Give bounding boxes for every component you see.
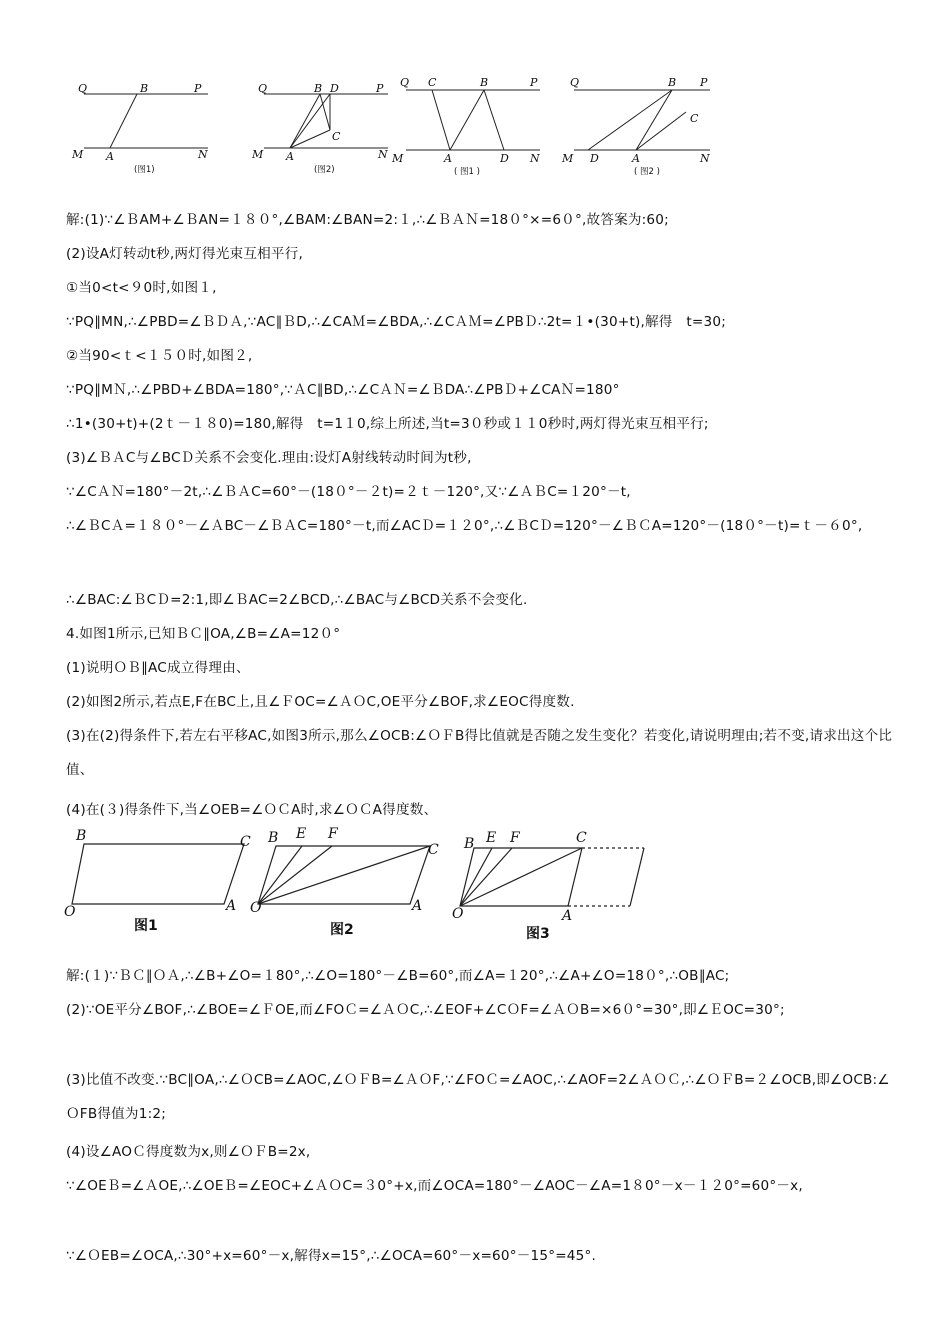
text-line-2: (2)设A灯转动t秒,两灯得光束互相平行, xyxy=(66,246,304,262)
label-d: D xyxy=(590,152,599,165)
label-c: C xyxy=(240,834,251,850)
text-line-12: 4.如图1所示,已知ＢＣ∥OA,∠B=∠A=12０° xyxy=(66,626,341,642)
text-line-1: 解:(1)∵∠ＢAM+∠ＢAN=１８０°,∠BAM:∠BAN=2:１,∴∠ＢＡＮ=18０°×=6０°,故答案为:60; xyxy=(66,212,669,228)
figure-mid-1 xyxy=(62,826,252,941)
label-q: Q xyxy=(258,82,268,95)
label-b: B xyxy=(314,82,323,95)
label-c: C xyxy=(690,112,699,125)
figure-caption: ( 图1 ) xyxy=(454,167,480,177)
label-n: N xyxy=(198,148,208,161)
figure-caption: 图2 xyxy=(330,922,354,938)
label-f: F xyxy=(510,830,520,846)
label-m: M xyxy=(72,148,84,161)
label-f: F xyxy=(328,826,338,842)
label-e: E xyxy=(296,826,307,842)
text-line-16: (4)在(３)得条件下,当∠OEB=∠ＯＣA时,求∠ＯＣA得度数、 xyxy=(66,802,438,818)
text-line-4: ∵PQ∥MN,∴∠PBD=∠ＢＤＡ,∵AC∥ＢD,∴∠CAＭ=∠BDA,∴∠CＡＭ=∠PBＤ∴2t=１•(30+t),解得 t=30; xyxy=(66,314,726,330)
segment-ab xyxy=(110,94,137,148)
label-c: C xyxy=(576,830,587,846)
label-p: P xyxy=(700,76,708,89)
label-c: C xyxy=(428,842,439,858)
label-o: O xyxy=(64,904,76,920)
text-line-5: ②当90<ｔ<１５０时,如图２, xyxy=(66,348,253,364)
label-a: A xyxy=(412,898,423,914)
label-q: Q xyxy=(400,76,410,89)
label-q: Q xyxy=(78,82,88,95)
label-q: Q xyxy=(570,76,580,89)
label-b: B xyxy=(668,76,677,89)
label-a: A xyxy=(444,152,452,165)
label-p: P xyxy=(376,82,384,95)
label-c: C xyxy=(428,76,437,89)
label-m: M xyxy=(252,148,264,161)
text-line-7: ∴1•(30+t)+(2ｔ－１８0)=180,解得 t=1１0,综上所述,当t=3０秒或１１0秒时,两灯得光束互相平行; xyxy=(66,416,709,432)
label-m: M xyxy=(562,152,574,165)
text-line-8: (3)∠ＢＡC与∠BCＤ关系不会变化.理由:设灯A射线转动时间为t秒, xyxy=(66,450,472,466)
label-a: A xyxy=(562,908,573,924)
text-line-19: (3)比值不改变.∵BC∥OA,∴∠ＯCB=∠AOC,∠ＯＦB=∠ＡＯF,∵∠FOＣ=∠AOC,∴∠AOF=2∠ＡＯＣ,∴∠ＯＦB=２∠OCB,即∠OCB:∠ＯFB得值为1:2; xyxy=(66,1072,890,1122)
label-d: D xyxy=(330,82,339,95)
figure-top-1 xyxy=(70,78,220,178)
figure-top-2 xyxy=(250,78,400,178)
label-n: N xyxy=(700,152,710,165)
text-line-11: ∴∠BAC:∠ＢCＤ=2:1,即∠ＢAC=2∠BCD,∴∠BAC与∠BCD关系不会变化. xyxy=(66,592,528,608)
label-o: O xyxy=(250,900,262,916)
figure-caption: 图1 xyxy=(134,918,158,934)
label-e: E xyxy=(486,830,497,846)
figure-caption: 图3 xyxy=(526,926,550,942)
figure-mid-2 xyxy=(248,822,448,942)
text-line-6: ∵PQ∥MＮ,∴∠PBD+∠BDA=180°,∵ＡC∥BD,∴∠CＡＮ=∠ＢDA∴∠PBＤ+∠CAＮ=180° xyxy=(66,382,620,398)
text-line-15: (3)在(2)得条件下,若左右平移AC,如图3所示,那么∠OCB:∠ＯＦB得比值就是否随之发生变化？若变化,请说明理由;若不变,请求出这个比值、 xyxy=(66,728,893,778)
label-n: N xyxy=(530,152,540,165)
label-n: N xyxy=(378,148,388,161)
text-line-13: (1)说明ＯＢ∥AC成立得理由、 xyxy=(66,660,250,676)
figure-caption: (图1) xyxy=(134,165,155,175)
text-line-20: (4)设∠AOＣ得度数为x,则∠ＯＦB=2x, xyxy=(66,1144,311,1160)
text-line-21: ∵∠OEＢ=∠ＡOE,∴∠OEＢ=∠EOC+∠ＡＯC=３0°+x,而∠OCA=180°－∠AOC－∠A=1８0°－x－１２0°=60°－x, xyxy=(66,1178,803,1194)
label-c: C xyxy=(332,130,341,143)
label-a: A xyxy=(632,152,640,165)
figure-caption: (图2) xyxy=(314,165,335,175)
text-line-3: ①当0<t<９0时,如图１, xyxy=(66,280,217,296)
figure-caption: ( 图2 ) xyxy=(634,167,660,177)
text-line-22: ∵∠ＯEB=∠OCA,∴30°+x=60°－x,解得x=15°,∴∠OCA=60°－x=60°－15°=45°. xyxy=(66,1248,597,1264)
label-o: O xyxy=(452,906,464,922)
text-line-18: (2)∵OE平分∠BOF,∴∠BOE=∠ＦOE,而∠FOＣ=∠ＡＯC,∴∠EOF+∠CＯF=∠ＡＯB=×6０°=30°,即∠ＥOC=30°; xyxy=(66,1002,785,1018)
label-p: P xyxy=(194,82,202,95)
text-line-9: ∵∠CＡＮ=180°－2t,∴∠ＢＡC=60°－(18０°－２t)=２ｔ－120°,又∵∠ＡＢC=１20°－t, xyxy=(66,484,631,500)
label-b: B xyxy=(480,76,489,89)
label-b: B xyxy=(464,836,475,852)
label-b: B xyxy=(76,828,87,844)
figure-top-4 xyxy=(560,72,730,178)
text-line-17: 解:(１)∵ＢＣ∥ＯＡ,∴∠B+∠O=１80°,∴∠O=180°－∠B=60°,而∠A=１20°,∴∠A+∠O=18０°,∴OB∥AC; xyxy=(66,968,730,984)
label-b: B xyxy=(268,830,279,846)
label-d: D xyxy=(500,152,509,165)
figure-top-3 xyxy=(390,72,550,178)
label-p: P xyxy=(530,76,538,89)
figure-mid-3 xyxy=(450,822,660,948)
text-line-14: (2)如图2所示,若点E,F在BC上,且∠ＦOC=∠ＡＯC,OE平分∠BOF,求∠EOC得度数. xyxy=(66,694,575,710)
label-a: A xyxy=(106,150,114,163)
label-m: M xyxy=(392,152,404,165)
label-b: B xyxy=(140,82,149,95)
label-a: A xyxy=(286,150,294,163)
text-line-10: ∴∠ＢCＡ=１８０°－∠ＡBC－∠ＢＡC=180°－t,而∠ACＤ=１２0°,∴∠ＢCＤ=120°－∠ＢＣA=120°－(18０°－t)=ｔ－６0°, xyxy=(66,518,863,534)
label-a: A xyxy=(226,898,237,914)
